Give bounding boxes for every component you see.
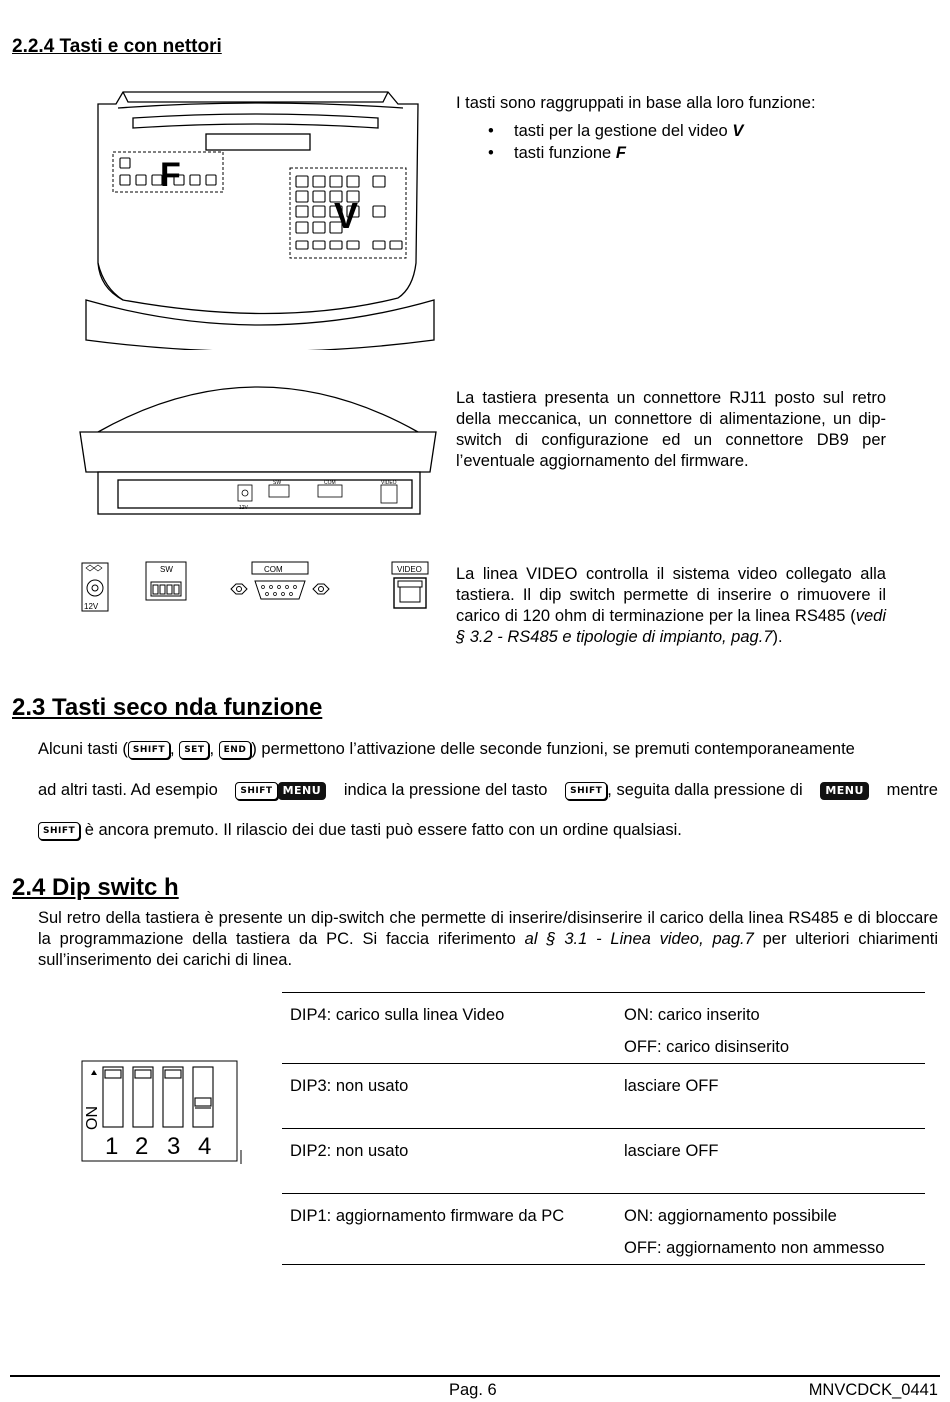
dip-values: ON: aggiornamento possibile OFF: aggiornamento non ammesso	[624, 1207, 885, 1257]
svg-text:1: 1	[105, 1133, 119, 1160]
document-code: MNVCDCK_0441	[808, 1381, 938, 1399]
svg-text:3: 3	[167, 1133, 181, 1160]
table-row	[282, 1064, 925, 1129]
svg-text:SW: SW	[160, 565, 173, 574]
dip-name: DIP1: aggiornamento firmware da PC	[290, 1207, 565, 1225]
shift-key-icon: SHIFT	[565, 782, 607, 800]
shift-menu-combo	[235, 781, 326, 800]
second-function-line-3: SHIFT è ancora premuto. Il rilascio dei due tasti può essere fatto con un ordine qualsiasi.	[38, 821, 938, 840]
dip-name: DIP3: non usato	[290, 1077, 409, 1095]
list-item: • tasti funzione F	[486, 142, 743, 164]
dip-name: DIP4: carico sulla linea Video	[290, 1006, 505, 1024]
on-label: ON	[84, 1106, 101, 1130]
menu-key-icon: MENU	[820, 782, 869, 800]
dip-switch-figure	[80, 1058, 246, 1166]
label-v: V	[334, 195, 359, 236]
list-item: • tasti per la gestione del video V	[486, 120, 743, 142]
end-key-icon: END	[219, 741, 252, 759]
shift-key-icon: SHIFT	[235, 782, 277, 800]
connector-detail-figure	[80, 560, 440, 616]
svg-text:COM: COM	[324, 480, 336, 486]
shift-key-icon: SHIFT	[38, 822, 80, 840]
svg-text:2: 2	[135, 1133, 149, 1160]
section-title-2-4: 2.4 Dip switc h	[12, 874, 179, 901]
table-row	[282, 1129, 925, 1194]
reference-link: al § 3.1 - Linea video, pag.7	[524, 930, 754, 948]
connectors-paragraph: La tastiera presenta un connettore RJ11 posto sul retro della meccanica, un connettore di alimentazione, un dip-switch di configurazione ed un connettore DB9 per l’eventuale aggiornamento del firmware.	[456, 389, 886, 470]
dip-values: ON: carico inserito OFF: carico disinserito	[624, 1006, 790, 1056]
key-letter: V	[732, 122, 744, 140]
svg-text:12V: 12V	[239, 505, 248, 511]
svg-text:4: 4	[198, 1133, 212, 1160]
section-title-2-2-4: 2.2.4 Tasti e con nettori	[12, 36, 222, 57]
table-row	[282, 1194, 925, 1265]
svg-text:VIDEO: VIDEO	[397, 565, 422, 574]
svg-text:12V: 12V	[84, 602, 99, 611]
function-list	[486, 120, 743, 164]
dip-name: DIP2: non usato	[290, 1142, 409, 1160]
keyboard-top-figure	[78, 88, 443, 350]
footer-divider	[10, 1375, 940, 1377]
keyboard-rear-figure	[78, 382, 440, 520]
dip-switch-paragraph: Sul retro della tastiera è presente un dip-switch che permette di inserire/disinserire il carico della linea RS485 e di bloccare la programmazione della tastiera da PC. Si faccia riferimento al § 3.1 - Linea video, pag.7 per ulteriori chiarimenti sull’inserimento dei carichi di linea.	[38, 909, 938, 969]
section-title-2-3: 2.3 Tasti seco nda funzione	[12, 694, 323, 721]
dip-values: lasciare OFF	[624, 1142, 719, 1160]
menu-key-icon: MENU	[278, 782, 327, 800]
intro-text: I tasti sono raggruppati in base alla loro funzione:	[456, 94, 816, 112]
svg-text:VIDEO: VIDEO	[381, 480, 397, 486]
page-number: Pag. 6	[449, 1381, 497, 1399]
svg-text:SW: SW	[273, 480, 282, 486]
table-row	[282, 993, 925, 1064]
second-function-line-2: ad altri tasti. Ad esempio SHIFT MENU indica la pressione del tasto SHIFT , seguita dalla pressione di MENU mentre	[38, 781, 938, 799]
set-key-icon: SET	[179, 741, 209, 759]
second-function-line-1: Alcuni tasti ( SHIFT , SET , END ) permettono l’attivazione delle seconde funzioni, se premuti contemporaneamente	[38, 740, 855, 758]
video-paragraph: La linea VIDEO controlla il sistema video collegato alla tastiera. Il dip switch permette di inserire o rimuovere il carico di 120 ohm di terminazione per la linea RS485 (vedi § 3.2 - RS485 e tipologie di impianto, pag.7).	[456, 565, 886, 646]
shift-key-icon: SHIFT	[128, 741, 170, 759]
dip-values: lasciare OFF	[624, 1077, 719, 1095]
label-f: F	[160, 156, 181, 194]
svg-text:COM: COM	[264, 565, 283, 574]
key-letter: F	[615, 144, 626, 162]
dip-switch-table	[282, 992, 925, 1265]
reference-link: vedi § 3.2 - RS485 e tipologie di impianto, pag.7	[456, 607, 886, 646]
